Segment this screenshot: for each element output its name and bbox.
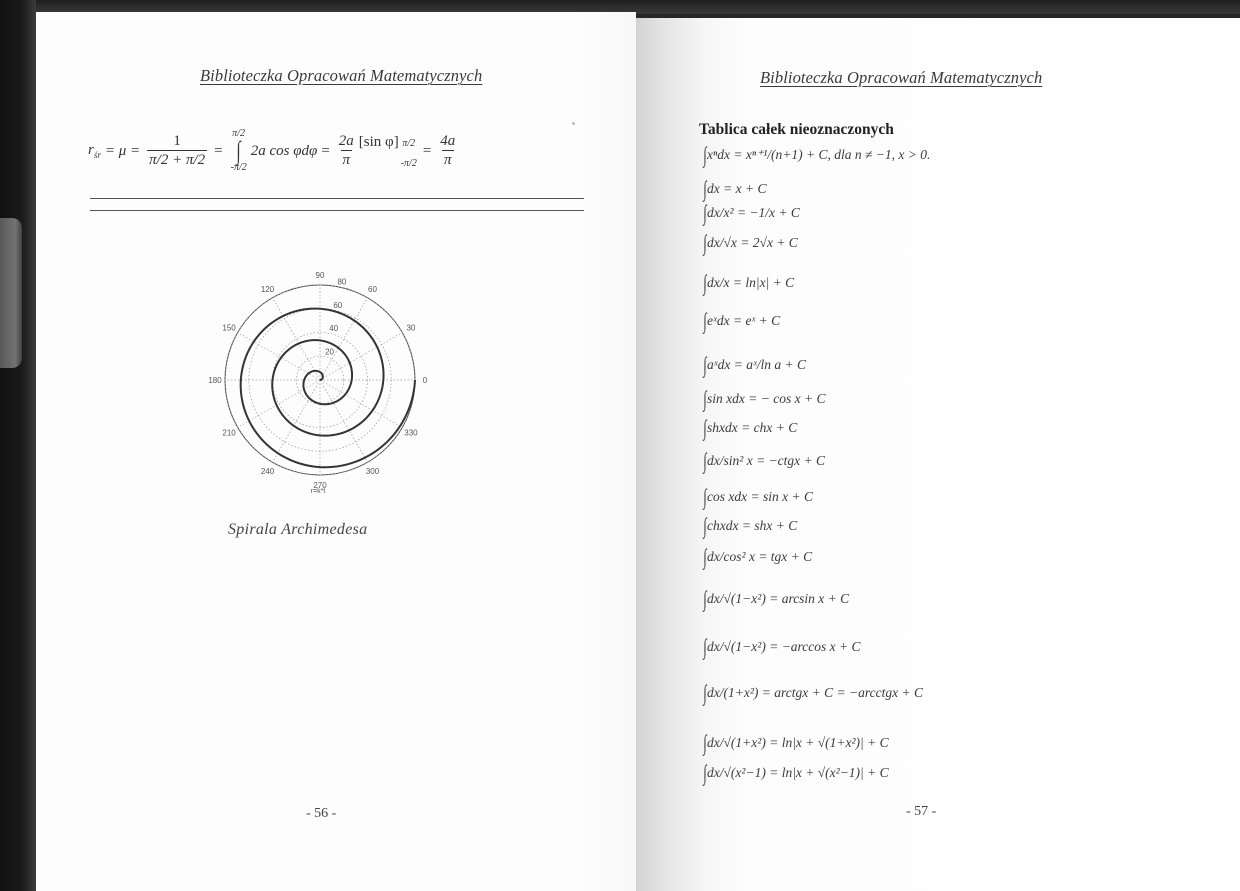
svg-text:330: 330 (404, 428, 418, 438)
integral-row: ∫ aˣdx = aˣ/ln a + C (703, 352, 807, 377)
integral-sign: ∫ (703, 415, 707, 440)
integral-row: ∫ dx/√(1−x²) = −arccos x + C (703, 634, 861, 659)
scanner-background-left (0, 0, 36, 891)
section-title: Tablica całek nieoznaczonych (699, 121, 894, 138)
integral-row: ∫ dx/sin² x = −ctgx + C (703, 448, 826, 473)
svg-text:20: 20 (325, 347, 335, 357)
right-page (636, 18, 1240, 891)
page-number: - 57 - (906, 804, 937, 819)
integral-row: ∫ xⁿdx = xⁿ⁺¹/(n+1) + C, dla n ≠ −1, x > 0. (703, 142, 931, 167)
integral-row: ∫ dx/cos² x = tgx + C (703, 544, 813, 569)
integral-sign: ∫ (703, 142, 707, 167)
svg-text:240: 240 (260, 466, 275, 476)
integral-sign: ∫ (703, 352, 707, 377)
svg-text:210: 210 (222, 428, 236, 438)
formula-fraction-2: $\frac{2a}{\pi}$ (338, 133, 354, 168)
integral-sign: ∫ (703, 544, 707, 569)
running-head: Biblioteczka Opracowań Matematycznych (200, 66, 483, 85)
page-fold-shadow (576, 12, 636, 891)
integral-row: ∫ cos xdx = sin x + C (703, 484, 813, 509)
integral-sign: ∫ (703, 730, 707, 755)
svg-text:60: 60 (333, 300, 343, 310)
svg-text:120: 120 (260, 285, 275, 295)
integral-row: ∫ dx = x + C (703, 176, 767, 201)
formula-mu: = μ = (104, 142, 141, 159)
integral-sign: ∫ (703, 270, 707, 295)
svg-text:270: 270 (313, 481, 327, 490)
integral-row: ∫ dx/√x = 2√x + C (703, 230, 798, 255)
integral-row: ∫ sin xdx = − cos x + C (703, 386, 826, 411)
mean-radius-formula (88, 116, 460, 186)
svg-text:180: 180 (208, 376, 222, 385)
svg-text:0: 0 (422, 376, 428, 385)
integral-row: ∫ dx/x² = −1/x + C (703, 200, 800, 225)
polar-axis-label: r=k*t (310, 488, 326, 495)
integral-row: ∫ dx/√(1+x²) = ln|x + √(1+x²)| + C (703, 730, 889, 755)
integral-sign: ∫ (703, 680, 707, 705)
svg-text:30: 30 (406, 323, 416, 333)
integral-sign: ∫ (703, 176, 707, 201)
running-head: Biblioteczka Opracowań Matematycznych (760, 68, 1043, 87)
scan-speck (572, 122, 575, 125)
integral-sign: ∫ (703, 484, 707, 509)
svg-text:90: 90 (315, 271, 325, 280)
integral-sign: ∫ (703, 448, 707, 473)
formula-fraction-3: $\frac{4a}{\pi}$ (440, 133, 456, 168)
definite-integral: π/2 ∫ -π/2 (230, 128, 247, 173)
horizontal-rule (90, 198, 584, 199)
integral-sign: ∫ (703, 586, 707, 611)
integral-sign: ∫ (703, 230, 707, 255)
archimedean-spiral-curve (241, 309, 415, 468)
formula-lhs: $r_{śr}$ (88, 142, 101, 160)
integral-row: ∫ dx/√(x²−1) = ln|x + √(x²−1)| + C (703, 760, 889, 785)
integral-row: ∫ dx/√(1−x²) = arcsin x + C (703, 586, 850, 611)
integral-sign: ∫ (703, 760, 707, 785)
integral-sign: ∫ (703, 513, 707, 538)
svg-text:40: 40 (329, 324, 339, 334)
integral-row: ∫ dx/(1+x²) = arctgx + C = −arcctgx + C (703, 680, 923, 705)
evaluation-bracket: [sin φ] π/2 -π/2 (358, 133, 417, 169)
svg-text:150: 150 (222, 323, 236, 333)
polar-spiral-chart (188, 252, 458, 502)
scanner-thumb-shadow (0, 218, 22, 368)
integral-row: ∫ shxdx = chx + C (703, 415, 798, 440)
integral-sign: ∫ (703, 634, 707, 659)
svg-text:300: 300 (365, 466, 380, 476)
integral-sign: ∫ (703, 386, 707, 411)
integral-sign: ∫ (703, 308, 707, 333)
svg-text:80: 80 (337, 277, 347, 287)
formula-fraction-1: $\frac{1}{\pi/2 + \pi/2}$ (149, 133, 206, 168)
integral-row: ∫ chxdx = shx + C (703, 513, 798, 538)
integrand: 2a cos φdφ (250, 142, 318, 159)
equals-sign: = (214, 142, 223, 159)
equals-sign: = (422, 142, 432, 159)
horizontal-rule (90, 210, 584, 211)
integral-row: ∫ dx/x = ln|x| + C (703, 270, 795, 295)
integral-row: ∫ eˣdx = eˣ + C (703, 308, 781, 333)
svg-text:60: 60 (368, 285, 377, 295)
integral-sign: ∫ (703, 200, 707, 225)
figure-caption: Spirala Archimedesa (228, 521, 368, 538)
page-number: - 56 - (306, 806, 337, 821)
equals-sign: = (321, 142, 330, 159)
left-page (36, 12, 636, 891)
